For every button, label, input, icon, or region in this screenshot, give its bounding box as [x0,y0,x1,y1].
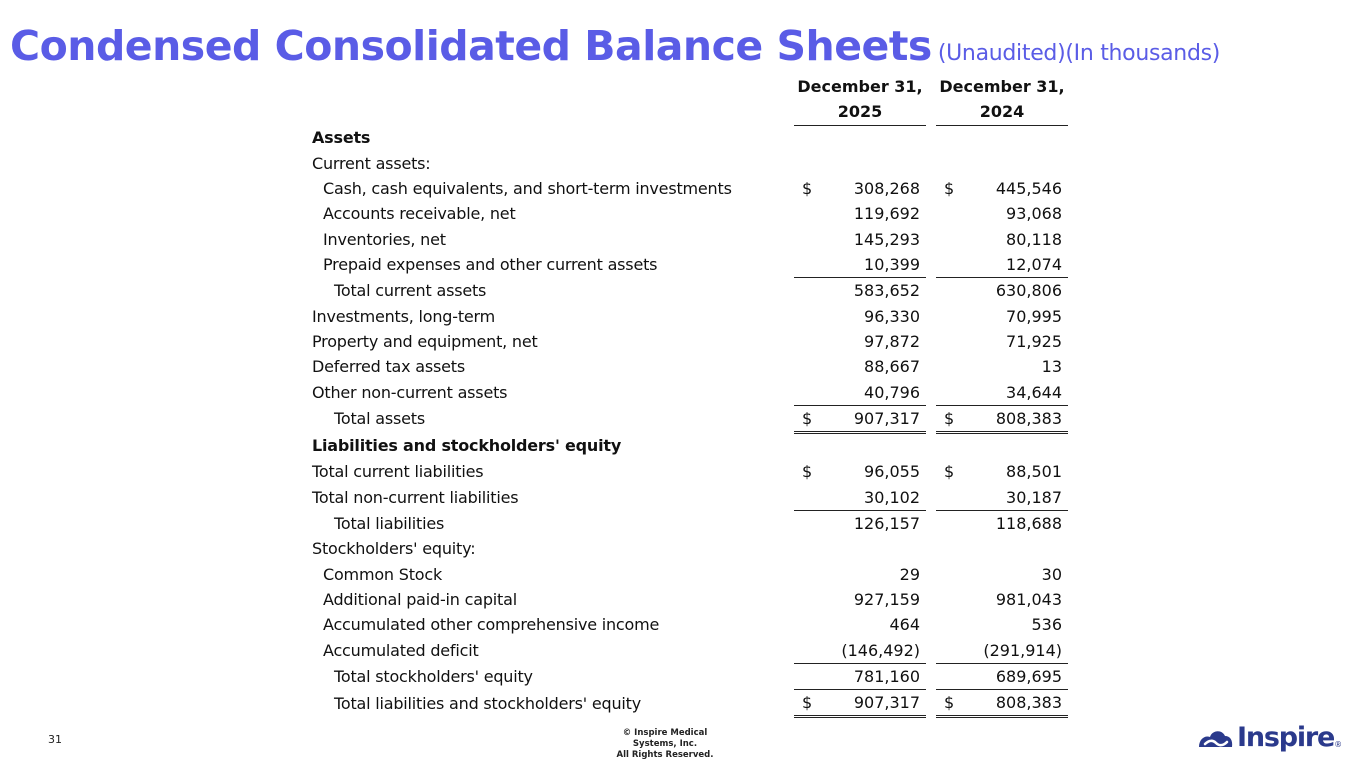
cell-value: 30 [1041,564,1062,584]
cell-value: 93,068 [1006,204,1062,224]
cell-value: 96,055 [864,462,920,482]
cell-value: 630,806 [995,281,1062,301]
cell-value: 34,644 [1006,382,1062,402]
cell-value: 13 [1041,357,1062,377]
value-2024 [936,536,1068,561]
copyright-notice [600,728,730,761]
value-2025 [794,562,926,587]
table-row [312,511,1068,537]
table-row [312,433,1068,460]
value-2025 [794,536,926,561]
table-row [312,536,1068,561]
cell-value: 145,293 [853,229,920,249]
value-2025 [794,433,926,460]
row-label: Total current assets [334,281,487,301]
currency-symbol [944,612,954,637]
table-row [312,612,1068,637]
copyright-line-2: All Rights Reserved. [616,750,714,760]
currency-symbol [802,329,812,354]
cell-value: 97,872 [864,331,920,351]
currency-symbol [802,612,812,637]
row-label: Deferred tax assets [312,357,466,377]
cell-value: 907,317 [853,693,920,713]
value-2024 [936,304,1068,329]
cell-value: (291,914) [983,640,1062,660]
header-row-1 [312,74,1068,99]
logo-registered-mark: ® [1334,740,1343,749]
value-2025 [794,201,926,226]
value-2025 [794,354,926,379]
currency-symbol: $ [802,179,813,199]
value-2024 [936,278,1068,304]
currency-symbol [802,201,812,226]
currency-symbol [944,664,954,689]
cell-value: 689,695 [995,666,1062,686]
value-2024 [936,125,1068,151]
value-2025 [794,278,926,304]
currency-symbol [802,511,812,536]
table-row [312,278,1068,304]
currency-symbol: $ [944,462,955,482]
row-label: Cash, cash equivalents, and short-term investments [323,179,732,199]
cell-value: 71,925 [1006,331,1062,351]
value-2025 [794,485,926,511]
currency-symbol [944,329,954,354]
cell-value: 118,688 [995,514,1062,534]
currency-symbol [944,587,954,612]
cell-value: 445,546 [995,179,1062,199]
value-2025 [794,405,926,432]
table-row [312,562,1068,587]
currency-symbol [802,278,812,303]
currency-symbol [802,304,812,329]
table-row [312,638,1068,664]
cell-value: 10,399 [864,255,920,275]
value-2024 [936,459,1068,484]
currency-symbol [802,587,812,612]
currency-symbol [944,562,954,587]
table-row [312,459,1068,484]
row-label: Total liabilities [334,513,445,533]
row-label: Total current liabilities [312,462,484,482]
currency-symbol [944,227,954,252]
row-label: Accumulated other comprehensive income [323,615,660,635]
cell-value: 30,102 [864,487,920,507]
cell-value: 29 [899,564,920,584]
row-label: Current assets: [312,153,431,173]
row-label: Assets [312,128,371,148]
value-2025 [794,227,926,252]
value-2024 [936,485,1068,511]
cell-value: 907,317 [853,408,920,428]
row-label: Total stockholders' equity [334,666,533,686]
value-2024 [936,433,1068,460]
currency-symbol [944,380,954,405]
row-label: Accounts receivable, net [323,204,516,224]
value-2024 [936,405,1068,432]
currency-symbol [944,638,954,663]
currency-symbol: $ [944,693,955,713]
value-2024 [936,612,1068,637]
value-2024 [936,690,1068,717]
value-2024 [936,511,1068,537]
value-2025 [794,663,926,689]
cell-value: 308,268 [853,179,920,199]
cell-value: 808,383 [995,408,1062,428]
currency-symbol [944,485,954,510]
cell-value: 781,160 [853,666,920,686]
value-2024 [936,329,1068,354]
value-2025 [794,690,926,717]
table-row [312,405,1068,432]
cell-value: 808,383 [995,693,1062,713]
value-2025 [794,380,926,406]
value-2025 [794,511,926,537]
currency-symbol: $ [802,693,813,713]
table-row [312,151,1068,176]
value-2024 [936,176,1068,201]
col-header-2024-year: 2024 [979,102,1025,122]
value-2025 [794,329,926,354]
header-row-2 [312,99,1068,125]
currency-symbol [802,664,812,689]
currency-symbol: $ [802,462,813,482]
value-2024 [936,151,1068,176]
currency-symbol [802,485,812,510]
value-2025 [794,612,926,637]
row-label: Common Stock [323,564,443,584]
col-header-2024 [936,74,1068,99]
value-2025 [794,459,926,484]
row-label: Liabilities and stockholders' equity [312,436,622,456]
logo-wordmark: Inspire [1237,722,1335,753]
value-2024 [936,638,1068,664]
currency-symbol [802,354,812,379]
table-row [312,176,1068,201]
col-header-2025-year: 2025 [837,102,883,122]
row-label: Total liabilities and stockholders' equity [334,693,641,713]
value-2024 [936,354,1068,379]
cell-value: 30,187 [1006,487,1062,507]
table-row [312,329,1068,354]
cell-value: 119,692 [853,204,920,224]
value-2025 [794,587,926,612]
row-label: Inventories, net [323,229,446,249]
value-2025 [794,151,926,176]
currency-symbol [802,227,812,252]
currency-symbol [944,278,954,303]
currency-symbol [944,201,954,226]
currency-symbol: $ [944,179,955,199]
value-2025 [794,176,926,201]
currency-symbol [944,354,954,379]
value-2025 [794,304,926,329]
table-row [312,663,1068,689]
table-row [312,690,1068,717]
currency-symbol [944,304,954,329]
cell-value: 96,330 [864,306,920,326]
currency-symbol [802,380,812,405]
currency-symbol [802,638,812,663]
cell-value: (146,492) [841,640,920,660]
value-2024 [936,201,1068,226]
table-row [312,485,1068,511]
cell-value: 927,159 [853,589,920,609]
row-label: Accumulated deficit [323,640,479,660]
row-label: Total non-current liabilities [312,488,519,507]
cell-value: 12,074 [1006,255,1062,275]
value-2025 [794,252,926,278]
currency-symbol: $ [944,408,955,428]
balance-sheet-table [312,74,1068,718]
cell-value: 583,652 [853,281,920,301]
row-label: Prepaid expenses and other current assets [323,255,658,275]
col-header-2025 [794,74,926,99]
table-row [312,201,1068,226]
table-row [312,252,1068,278]
value-2024 [936,380,1068,406]
col-header-2025-line1: December 31, [797,77,923,96]
table-row [312,587,1068,612]
currency-symbol: $ [802,408,813,428]
row-label: Stockholders' equity: [312,539,476,559]
cell-value: 981,043 [995,589,1062,609]
cell-value: 80,118 [1006,229,1062,249]
page-title: Condensed Consolidated Balance Sheets [10,22,932,70]
currency-symbol [802,252,812,277]
inspire-logo [1196,722,1342,753]
slide-title [10,22,1220,70]
cell-value: 464 [889,615,920,635]
currency-symbol [802,562,812,587]
value-2024 [936,587,1068,612]
value-2025 [794,638,926,664]
cell-value: 40,796 [864,382,920,402]
cell-value: 88,667 [864,357,920,377]
cloud-wave-icon [1196,725,1234,751]
copyright-line-1: © Inspire Medical Systems, Inc. [622,728,708,749]
value-2024 [936,562,1068,587]
value-2024 [936,252,1068,278]
table-row [312,227,1068,252]
cell-value: 126,157 [853,514,920,534]
currency-symbol [944,252,954,277]
row-label: Additional paid-in capital [323,589,517,609]
row-label: Total assets [334,409,425,429]
table-row [312,380,1068,406]
value-2024 [936,663,1068,689]
table-row [312,304,1068,329]
row-label: Other non-current assets [312,382,508,402]
page-number: 31 [48,733,62,746]
col-header-2024-line1: December 31, [939,77,1065,96]
currency-symbol [944,511,954,536]
table-row [312,354,1068,379]
value-2025 [794,125,926,151]
page-subtitle: (Unaudited)(In thousands) [937,41,1221,66]
cell-value: 536 [1031,615,1062,635]
balance-sheet-body [312,125,1068,717]
table-row [312,125,1068,151]
cell-value: 88,501 [1006,462,1062,482]
row-label: Property and equipment, net [312,331,538,351]
row-label: Investments, long-term [312,306,496,326]
value-2024 [936,227,1068,252]
cell-value: 70,995 [1006,306,1062,326]
